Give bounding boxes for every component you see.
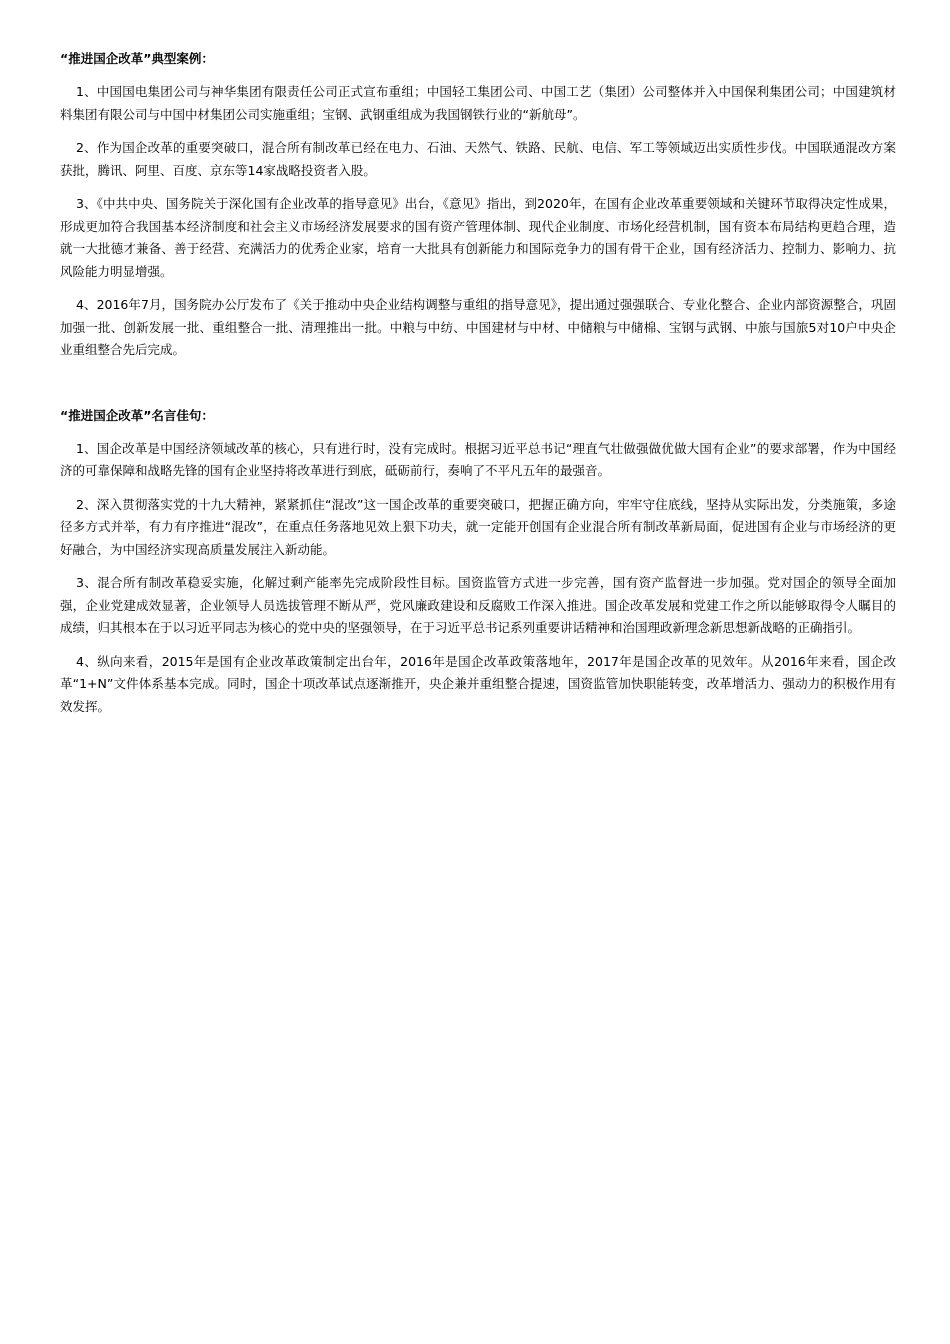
quotes-section: [60, 405, 896, 719]
case-paragraph-1: 1、中国国电集团公司与神华集团有限责任公司正式宣布重组；中国轻工集团公司、中国工艺（集团）公司整体并入中国保利集团公司；中国建筑材料集团有限公司与中国中材集团公司实施重组；宝钢、武钢重组成为我国钢铁行业的“新航母”。: [60, 84, 896, 122]
quote-paragraph-1: 1、国企改革是中国经济领域改革的核心，只有进行时，没有完成时。根据习近平总书记“理直气壮做强做优做大国有企业”的要求部署，作为中国经济的可靠保障和战略先锋的国有企业坚持将改革进行到底，砥砺前行，奏响了不平凡五年的最强音。: [60, 440, 896, 478]
section-divider-space: [60, 373, 896, 405]
section-title-quotes: “推进国企改革”名言佳句：: [60, 407, 214, 423]
quote-paragraph-2: 2、深入贯彻落实党的十九大精神，紧紧抓住“混改”这一国企改革的重要突破口，把握正确方向，牢牢守住底线，坚持从实际出发，分类施策，多途径多方式并举，有力有序推进“混改”，在重点任务落地见效上狠下功夫，就一定能开创国有企业混合所有制改革新局面，促进国有企业与市场经济的更好融合，为中国经济实现高质量发展注入新动能。: [60, 496, 896, 557]
section-title-typical-cases: “推进国企改革”典型案例：: [60, 51, 214, 66]
quote-paragraph-3: 3、混合所有制改革稳妥实施，化解过剩产能率先完成阶段性目标。国资监管方式进一步完善，国有资产监督进一步加强。党对国企的领导全面加强，企业党建成效显著，企业领导人员选拔管理不断从严，党风廉政建设和反腐败工作深入推进。国企改革发展和党建工作之所以能够取得令人瞩目的成绩，归其根本在于以习近平同志为核心的党中央的坚强领导，在于习近平总书记系列重要讲话精神和治国理政新理念新思想新战略的正确指引。: [60, 575, 896, 635]
case-paragraph-4: 4、2016年7月，国务院办公厅发布了《关于推动中央企业结构调整与重组的指导意见》，提出通过强强联合、专业化整合、企业内部资源整合，巩固加强一批、创新发展一批、重组整合一批、清理推出一批。中粮与中纺、中国建材与中材、中储粮与中储棉、宝钢与武钢、中旅与国旅5对10户中央企业重组整合先后完成。: [60, 297, 896, 357]
case-paragraph-3: 3、《中共中央、国务院关于深化国有企业改革的指导意见》出台，《意见》指出，到2020年，在国有企业改革重要领域和关键环节取得决定性成果，形成更加符合我国基本经济制度和社会主义市场经济发展要求的国有资产管理体制、现代企业制度、市场化经营机制，国有资本布局结构更趋合理，造就一大批德才兼备、善于经营、充满活力的优秀企业家，培育一大批具有创新能力和国际竞争力的国有骨干企业，国有经济活力、控制力、影响力、抗风险能力明显增强。: [60, 196, 896, 279]
typical-cases-section: [60, 48, 896, 362]
case-paragraph-2: 2、作为国企改革的重要突破口，混合所有制改革已经在电力、石油、天然气、铁路、民航、电信、军工等领域迈出实质性步伐。中国联通混改方案获批，腾讯、阿里、百度、京东等14家战略投资者入股。: [60, 140, 896, 178]
quote-paragraph-4: 4、纵向来看，2015年是国有企业改革政策制定出台年，2016年是国企改革政策落地年，2017年是国企改革的见效年。从2016年来看，国企改革“1+N”文件体系基本完成。同时，国企十项改革试点逐渐推开，央企兼并重组整合提速，国资监管加快职能转变，改革增活力、强动力的积极作用有效发挥。: [60, 653, 896, 714]
document-page: [60, 48, 896, 729]
